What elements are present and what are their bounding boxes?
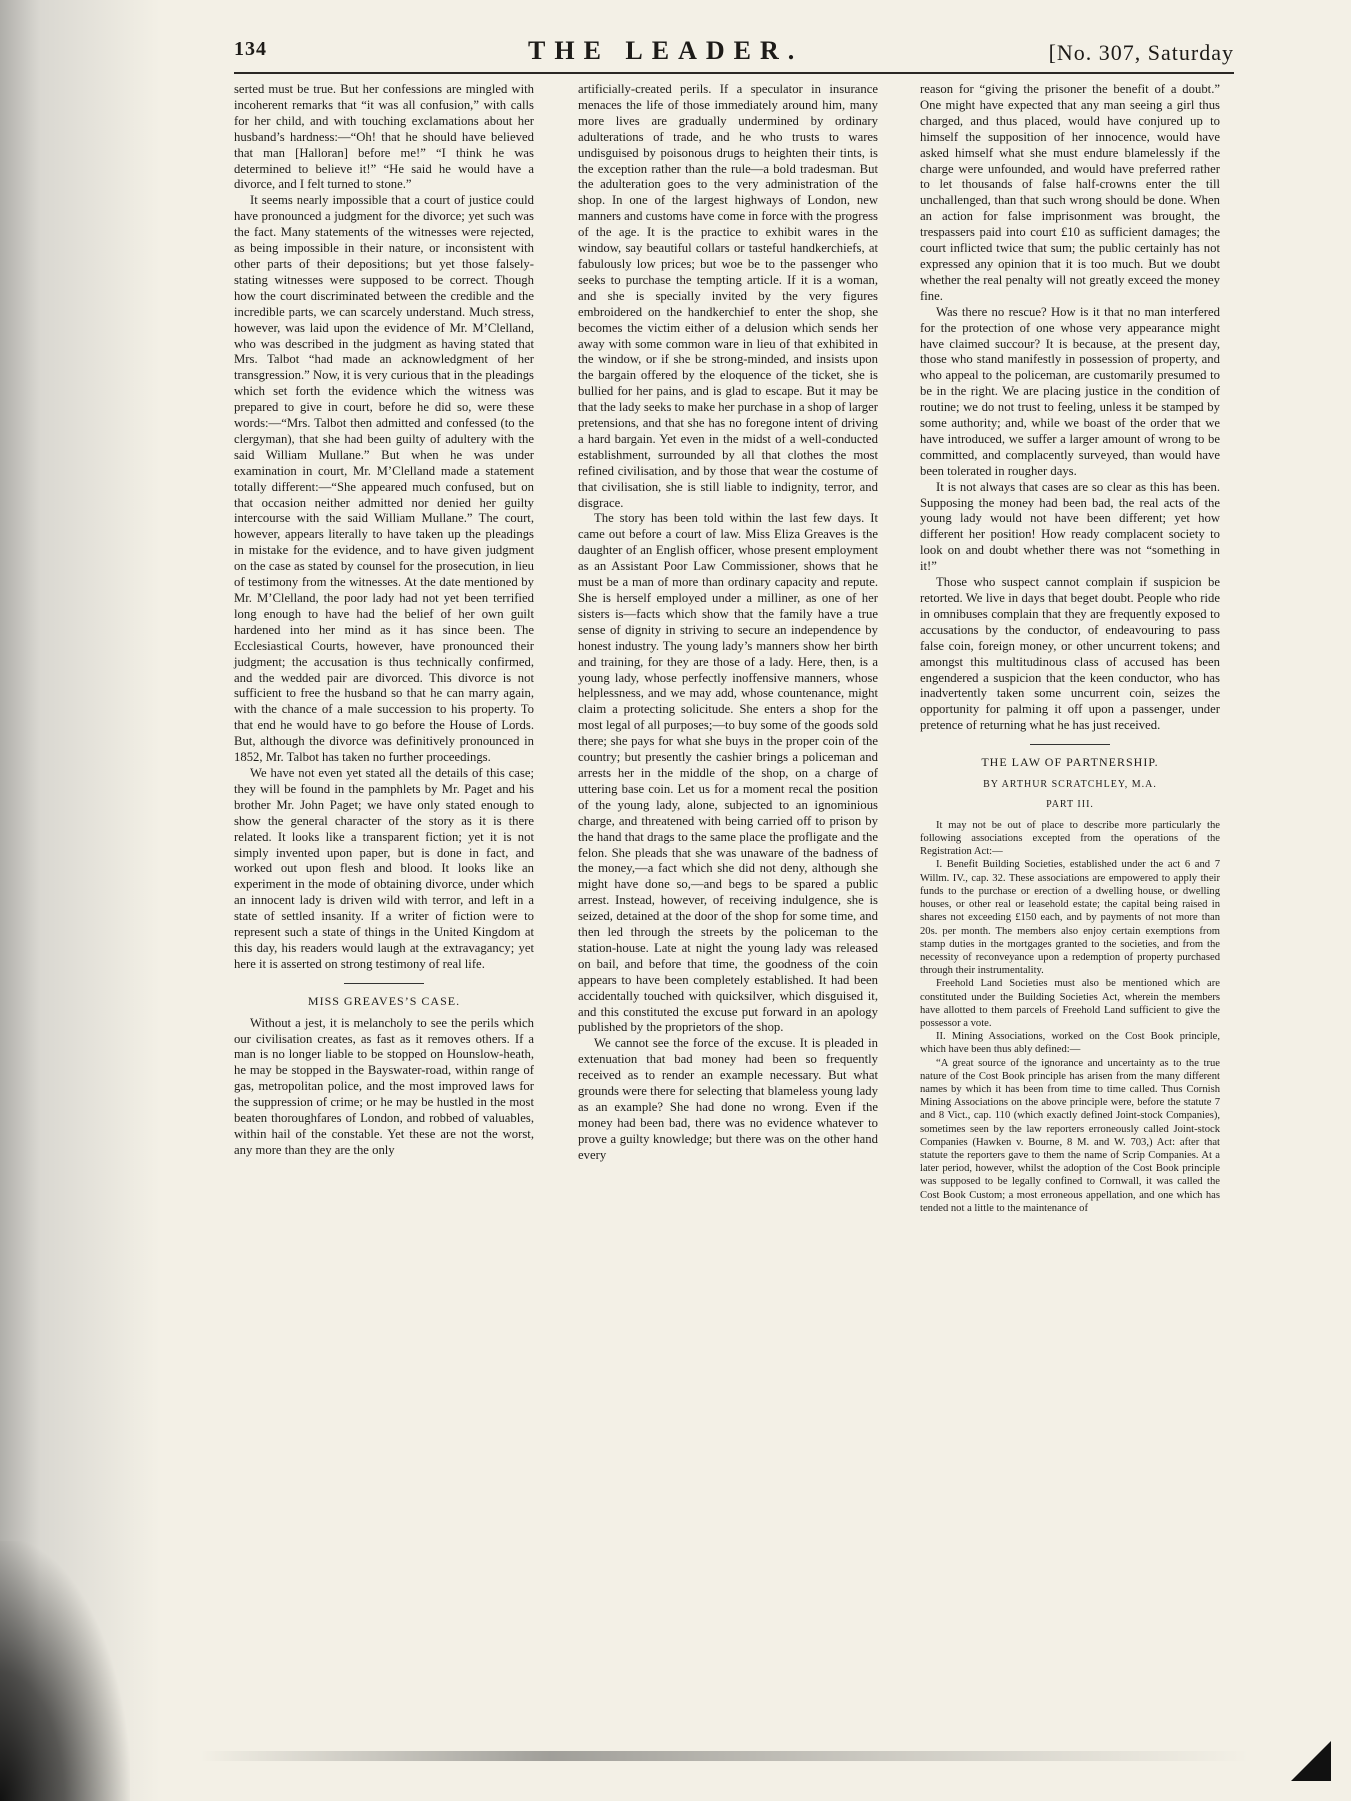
section-heading: MISS GREAVES’S CASE. [307, 993, 461, 1008]
paragraph: We cannot see the force of the excuse. It is pleaded in extenuation that bad money had been so frequently received as to render an example necessary. But what grounds were there for selecting that blameless young lady as an example? She had done no wrong. Even if the money had been bad, there was no evidence whatever to prove a guilty knowledge; but there was on the other hand every [578, 1036, 878, 1162]
paragraph: I. Benefit Building Societies, established under the act 6 and 7 Willm. IV., cap. 32. These associations are empowered to apply their funds to the purchase or erection of a dwelling house, or dwelling houses, or other real or leasehold estate; the capital being raised in shares not exceeding £150 each, and by payments of not more than 20s. per month. The members also enjoy certain exemptions from stamp duties in the mortgages granted to the societies, and from the necessity of reconveyance upon a redemption of property purchased through their instrumentality. [920, 859, 1220, 977]
issue-info: [No. 307, Saturday [1048, 40, 1234, 65]
paragraph: Those who suspect cannot complain if suspicion be retorted. We live in days that beget doubt. People who ride in omnibuses complain that they are frequently exposed to accusations by the conductor, of endeavouring to pass false coin, foreign money, or other uncurrent tokens; and amongst this multitudinous class of accused has been engendered a suspicion that the keen conductor, who has inadvertently taken some uncurrent coin, seizes the opportunity for palming it off upon a passenger, under pretence of returning what he has just received. [920, 575, 1220, 733]
paragraph: reason for “giving the prisoner the benefit of a doubt.” One might have expected that any man seeing a girl thus charged, and thus placed, would have conjured up to himself the supposition of her innocence, would have asked himself what she must endure blamelessly if the charge were unfounded, and would have preferred rather to let thousands of false half-crowns enter the till unchallenged, than that such wrong should be done. When an action for false imprisonment was brought, the trespassers paid into court £10 as sufficient damages; the court inflicted twice that sum; the public certainly has not expressed any opinion that it is too much. But we doubt whether the real penalty will not greatly exceed the money fine. [920, 82, 1220, 303]
paragraph: It may not be out of place to describe more particularly the following associations excepted from the operations of the Registration Act:— [920, 819, 1220, 858]
part-label: PART III. [1046, 798, 1094, 810]
header-rule [234, 72, 1234, 74]
corner-shadow [0, 1541, 130, 1801]
paragraph: Without a jest, it is melancholy to see the perils which our civilisation creates, as fast as it removes others. If a man is no longer liable to be stopped on Hounslow-heath, he may be stopped in the Bayswater-road, within range of gas, metropolitan police, and the most improved laws for the suppression of crime; or he may be hustled in the most beaten thoroughfares of London, and robbed of valuables, within hail of the constable. Yet these are not the worst, any more than they are the only [234, 1015, 534, 1157]
column-1 [234, 82, 534, 1159]
section-divider [1030, 744, 1110, 745]
paragraph: II. Mining Associations, worked on the Cost Book principle, which have been thus ably defined:— [920, 1031, 1220, 1056]
section-heading: THE LAW OF PARTNERSHIP. [981, 755, 1159, 770]
column-2 [578, 82, 878, 1164]
byline: BY ARTHUR SCRATCHLEY, M.A. [983, 779, 1157, 791]
binding-shadow [0, 0, 160, 1801]
paragraph: “A great source of the ignorance and uncertainty as to the true nature of the Cost Book principle has arisen from the many different names by which it has been from time to time called. Thus Cornish Mining Associations on the above principle were, before the statute 7 and 8 Vict., cap. 110 (which exactly defined Joint-stock Companies), sometimes seen by the law reporters erroneously called Joint-stock Companies (Hawken v. Bourne, 8 M. and W. 703,) Act: after that statute the reporters gave to them the name of Scrip Companies. At a later period, however, whilst the adoption of the Cost Book principle was supposed to be legally confined to Cornwall, it was called the Cost Book Custom; a most erroneous appellation, and one which has tended not a little to the maintenance of [920, 1057, 1220, 1214]
page-number: 134 [234, 38, 267, 60]
paragraph: Freehold Land Societies must also be mentioned which are constituted under the Building Societies Act, wherein the members have allotted to them parcels of Freehold Land sufficient to give the possessor a vote. [920, 978, 1220, 1029]
paragraph: artificially-created perils. If a speculator in insurance menaces the life of those immediately around him, many more lives are gradually undermined by ordinary adulterations of trade, and he who trusts to wares undisguised by poisonous drugs to heighten their tints, is the exception rather than the rule—a bold tradesman. But the adulteration goes to the very administration of the shop. In one of the largest highways of London, new manners and customs have come in force with the progress of the age. It is the practice to exhibit wares in the window, say beautiful collars or tasteful handkerchiefs, at fabulously low prices; but woe be to the passenger who seeks to purchase the tempting article. If it is a woman, and she is specially invited by the very figures embroidered on the handkerchief to enter the shop, she becomes the victim either of a delusion which sends her away with some common ware in lieu of that exhibited in the window, or if she be strong-minded, and insists upon the bargain offered by the eloquence of the ticket, she is bullied for her pains, and is glad to escape. But it may be that the lady seeks to make her purchase in a shop of larger pretensions, and that she has no foregone intent of driving a hard bargain. Yet even in the midst of a well-conducted establishment, surrounded by all that clothes the most refined civilisation, and by those that wear the costume of that civilisation, she is still liable to indignity, terror, and disgrace. [578, 82, 878, 510]
bottom-smudge [200, 1751, 1250, 1761]
masthead [234, 38, 1234, 68]
corner-mark [1291, 1741, 1331, 1781]
paragraph: We have not even yet stated all the details of this case; they will be found in the pamphlets by Mr. Paget and his brother Mr. John Paget; we have only stated enough to show the general character of the story as it is there related. It looks like a transparent fiction; yet it is not simply invented upon paper, but is done in fact, and worked out upon flesh and blood. It looks like an experiment in the mode of obtaining divorce, under which an innocent lady is driven wild with terror, and left in a state of settled insanity. If a writer of fiction were to represent such a state of things in the United Kingdom at this day, his readers would laugh at the extravagancy; yet here it is asserted on strong testimony of real life. [234, 765, 534, 971]
paragraph: It is not always that cases are so clear as this has been. Supposing the money had been bad, the real acts of the young lady would not have been different; yet how different her position! How ready complacent society to look on and doubt whether there was not “something in it!” [920, 479, 1220, 574]
paragraph: It seems nearly impossible that a court of justice could have pronounced a judgment for the divorce; yet such was the fact. Many statements of the witnesses were rejected, as being impossible in their nature, or inconsistent with other parts of their depositions; but yet those falsely-stating witnesses were supposed to be correct. Though how the court discriminated between the credible and the incredible parts, we can scarcely understand. Much stress, however, was laid upon the evidence of Mr. M’Clelland, who was described in the judgment as having stated that Mrs. Talbot “had made an acknowledgment of her transgression.” Now, it is very curious that in the pleadings which set forth the evidence which the witness was prepared to give in court, before he did so, were these words:—“Mrs. Talbot then admitted and confessed (to the clergyman), that she had been guilty of adultery with the said William Mullane.” But when he was under examination in court, Mr. M’Clelland made a statement totally different:—“She appeared much confused, but on that occasion neither admitted nor denied her guilty intercourse with the said William Mullane.” The court, however, appears literally to have taken up the pleadings in mistake for the evidence, and to have given judgment on the case as stated by counsel for the prosecution, in lieu of testimony from the witnesses. At the date mentioned by Mr. M’Clelland, the poor lady had not yet been terrified long enough to have had the belief of her own guilt hardened into her mind as it has since been. The Ecclesiastical Courts, however, have pronounced their judgment; the accusation is thus technically confirmed, and the wedded pair are divorced. This divorce is not sufficient to free the husband so that he can marry again, with the chance of a male succession to his property. To that end he would have to go before the House of Lords. But, although the divorce was definitively pronounced in 1852, Mr. Talbot has taken no further proceedings. [234, 193, 534, 765]
paragraph: The story has been told within the last few days. It came out before a court of law. Miss Eliza Greaves is the daughter of an English officer, whose present employment as an Assistant Poor Law Commissioner, shows that he must be a man of more than ordinary capacity and repute. She is herself employed under a milliner, as one of her sisters is—facts which show that the family have a true sense of dignity in striving to secure an independence by honest industry. The young lady’s manners show her birth and training, for they are those of a lady. Here, then, is a young lady, whose perfectly inoffensive manners, whose helplessness, and we may add, whose countenance, might claim a protecting solicitude. She enters a shop for the most legal of all purposes;—to buy some of the goods sold there; she pays for what she buys in the proper coin of the country; but presently the cashier brings a policeman and arrests her in the middle of the shop, on a charge of uttering base coin. Let us for a moment recal the position of the young lady, alone, subjected to an ignominious charge, and threatened with being carried off to prison by the hand that drags to the same place the profligate and the felon. She pleads that she was unaware of the badness of the money,—a fact which she did not deny, although she might have done so,—and begs to be spared a public arrest. Instead, however, of receiving indulgence, she is seized, detained at the door of the shop for some time, and then led through the streets by the policeman to the station-house. Late at night the young lady was released on bail, and before that time, the goodness of the coin appears to have been completely established. It had been accidentally touched with quicksilver, which disguised it, and this constituted the excuse put forward in an apology published by the proprietors of the shop. [578, 511, 878, 1035]
paper-title: THE LEADER. [528, 36, 804, 65]
paragraph: Was there no rescue? How is it that no man interfered for the protection of one whose very appearance might have claimed succour? It is because, at the present day, those who stand manifestly in possession of property, and who appeal to the policeman, are customarily presumed to be in the right. We are placing justice in the condition of routine; we do not trust to feeling, unless it be stamped by some authority; and, while we boast of the order that we have introduced, we suffer a larger amount of wrong to be committed, and complacently surveyed, than would have been tolerated in rougher days. [920, 304, 1220, 478]
paragraph: serted must be true. But her confessions are mingled with incoherent remarks that “it was all confusion,” with calls for her child, and with touching exclamations about her husband’s hardness:—“Oh! that he should have believed that man [Halloran] before me!” “I think he was determined to believe it!” “He said he would have a divorce, and I felt turned to stone.” [234, 82, 534, 192]
column-3 [920, 82, 1220, 1215]
section-divider [344, 983, 424, 984]
